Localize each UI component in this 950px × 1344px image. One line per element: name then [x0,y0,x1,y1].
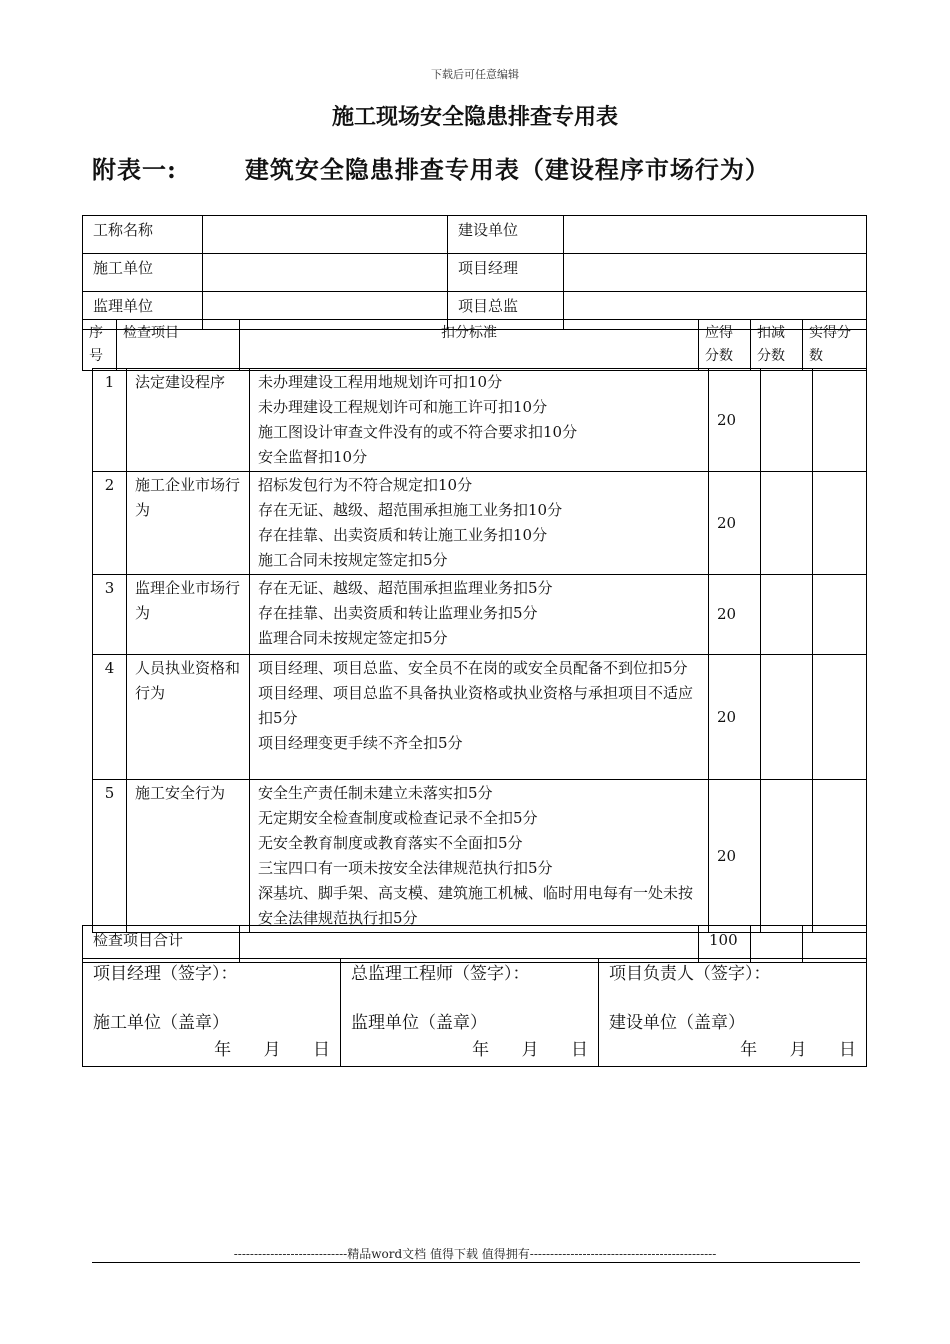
chief-supervisor-label: 项目总监 [448,292,564,330]
info-row [83,254,867,292]
page-subtitle [92,150,770,185]
table-row [93,575,867,655]
table-row [93,655,867,780]
standard-line: 未办理建设工程规划许可和施工许可扣10分 [258,398,548,416]
stamp-label: 施工单位（盖章） [93,1013,229,1033]
header-note: 下载后可任意编辑 [431,68,519,81]
info-row [83,216,867,254]
total-deduct-field[interactable] [751,926,803,963]
page-title: 施工现场安全隐患排查专用表 [331,104,618,130]
col-due: 应得分数 [699,320,751,371]
row-standards [250,369,709,472]
table-row [93,369,867,472]
row-item: 施工安全行为 [127,780,250,933]
total-actual-field[interactable] [803,926,867,963]
standard-line: 施工图设计审查文件没有的或不符合要求扣10分 [258,423,578,441]
column-header-table [82,319,867,371]
builder-field[interactable] [203,254,448,292]
row-standards [250,655,709,780]
row-no: 2 [93,472,127,575]
row-actual-field[interactable] [813,369,867,472]
row-standards [250,472,709,575]
footer-text: ----------------------------精品word文档 值得下载 值得拥有---------------------------------------------- [233,1247,717,1261]
total-score: 100 [699,926,751,963]
signer-label: 总监理工程师（签字）： [351,964,530,984]
supervisor-label: 监理单位 [83,292,203,330]
signer-label: 项目负责人（签字）： [609,964,771,984]
standard-line: 深基坑、脚手架、高支模、建筑施工机械、临时用电每有一处未按安全法律规范执行扣5分 [258,884,694,927]
row-standards [250,780,709,933]
col-standard: 扣分标准 [240,320,699,371]
construction-unit-label: 建设单位 [448,216,564,254]
signature-row [83,959,867,1067]
row-item: 监理企业市场行为 [127,575,250,655]
subtitle-prefix: 附表一: [92,155,177,184]
row-due-score: 20 [709,780,761,933]
row-due-score: 20 [709,655,761,780]
col-actual: 实得分数 [803,320,867,371]
total-blank [240,926,699,963]
standard-line: 存在挂靠、出卖资质和转让监理业务扣5分 [258,604,538,622]
row-actual-field[interactable] [813,655,867,780]
col-item: 检查项目 [117,320,240,371]
standard-line: 安全生产责任制未建立未落实扣5分 [258,784,493,802]
row-due-score: 20 [709,575,761,655]
date-label: 年 月 日 [472,1040,588,1060]
row-item: 施工企业市场行为 [127,472,250,575]
signature-block-pm[interactable] [83,959,341,1067]
standard-line: 三宝四口有一项未按安全法律规范执行扣5分 [258,859,553,877]
standard-line: 存在挂靠、出卖资质和转让施工业务扣10分 [258,526,548,544]
total-row [83,926,867,963]
row-due-score: 20 [709,472,761,575]
row-item: 人员执业资格和行为 [127,655,250,780]
row-deduct-field[interactable] [761,575,813,655]
row-actual-field[interactable] [813,575,867,655]
row-standards [250,575,709,655]
col-seq: 序号 [83,320,117,371]
col-deduct: 扣减分数 [751,320,803,371]
row-no: 5 [93,780,127,933]
subtitle-main: 建筑安全隐患排查专用表（建设程序市场行为） [244,155,770,184]
date-label: 年 月 日 [214,1040,330,1060]
signer-label: 项目经理（签字）： [93,964,238,984]
stamp-label: 建设单位（盖章） [609,1013,745,1033]
standard-line: 安全监督扣10分 [258,448,368,466]
stamp-label: 监理单位（盖章） [351,1013,487,1033]
items-table [92,368,867,933]
project-name-field[interactable] [203,216,448,254]
row-actual-field[interactable] [813,780,867,933]
row-item: 法定建设程序 [127,369,250,472]
table-row [93,472,867,575]
signature-block-owner[interactable] [599,959,867,1067]
standard-line: 监理合同未按规定签定扣5分 [258,629,448,647]
pm-label: 项目经理 [448,254,564,292]
row-no: 3 [93,575,127,655]
standard-line: 未办理建设工程用地规划许可扣10分 [258,373,503,391]
row-no: 4 [93,655,127,780]
standard-line: 无定期安全检查制度或检查记录不全扣5分 [258,809,538,827]
row-no: 1 [93,369,127,472]
row-deduct-field[interactable] [761,655,813,780]
table-row [93,780,867,933]
standard-line: 项目经理、项目总监、安全员不在岗的或安全员配备不到位扣5分 [258,659,688,677]
construction-unit-field[interactable] [564,216,867,254]
row-deduct-field[interactable] [761,369,813,472]
column-header-row [83,320,867,371]
standard-line: 项目经理变更手续不齐全扣5分 [258,734,463,752]
row-due-score: 20 [709,369,761,472]
signature-table [82,958,867,1067]
standard-line: 存在无证、越级、超范围承担监理业务扣5分 [258,579,553,597]
total-label: 检查项目合计 [83,926,240,963]
project-name-label: 工称名称 [83,216,203,254]
pm-field[interactable] [564,254,867,292]
standard-line: 施工合同未按规定签定扣5分 [258,551,448,569]
signature-block-supervisor[interactable] [341,959,599,1067]
standard-line: 存在无证、越级、超范围承担施工业务扣10分 [258,501,563,519]
row-deduct-field[interactable] [761,780,813,933]
standard-line: 招标发包行为不符合规定扣10分 [258,476,473,494]
date-label: 年 月 日 [740,1040,856,1060]
info-table [82,215,867,330]
row-actual-field[interactable] [813,472,867,575]
standard-line: 无安全教育制度或教育落实不全面扣5分 [258,834,523,852]
builder-label: 施工单位 [83,254,203,292]
footer-divider [92,1262,860,1263]
row-deduct-field[interactable] [761,472,813,575]
standard-line: 项目经理、项目总监不具备执业资格或执业资格与承担项目不适应扣5分 [258,684,694,727]
